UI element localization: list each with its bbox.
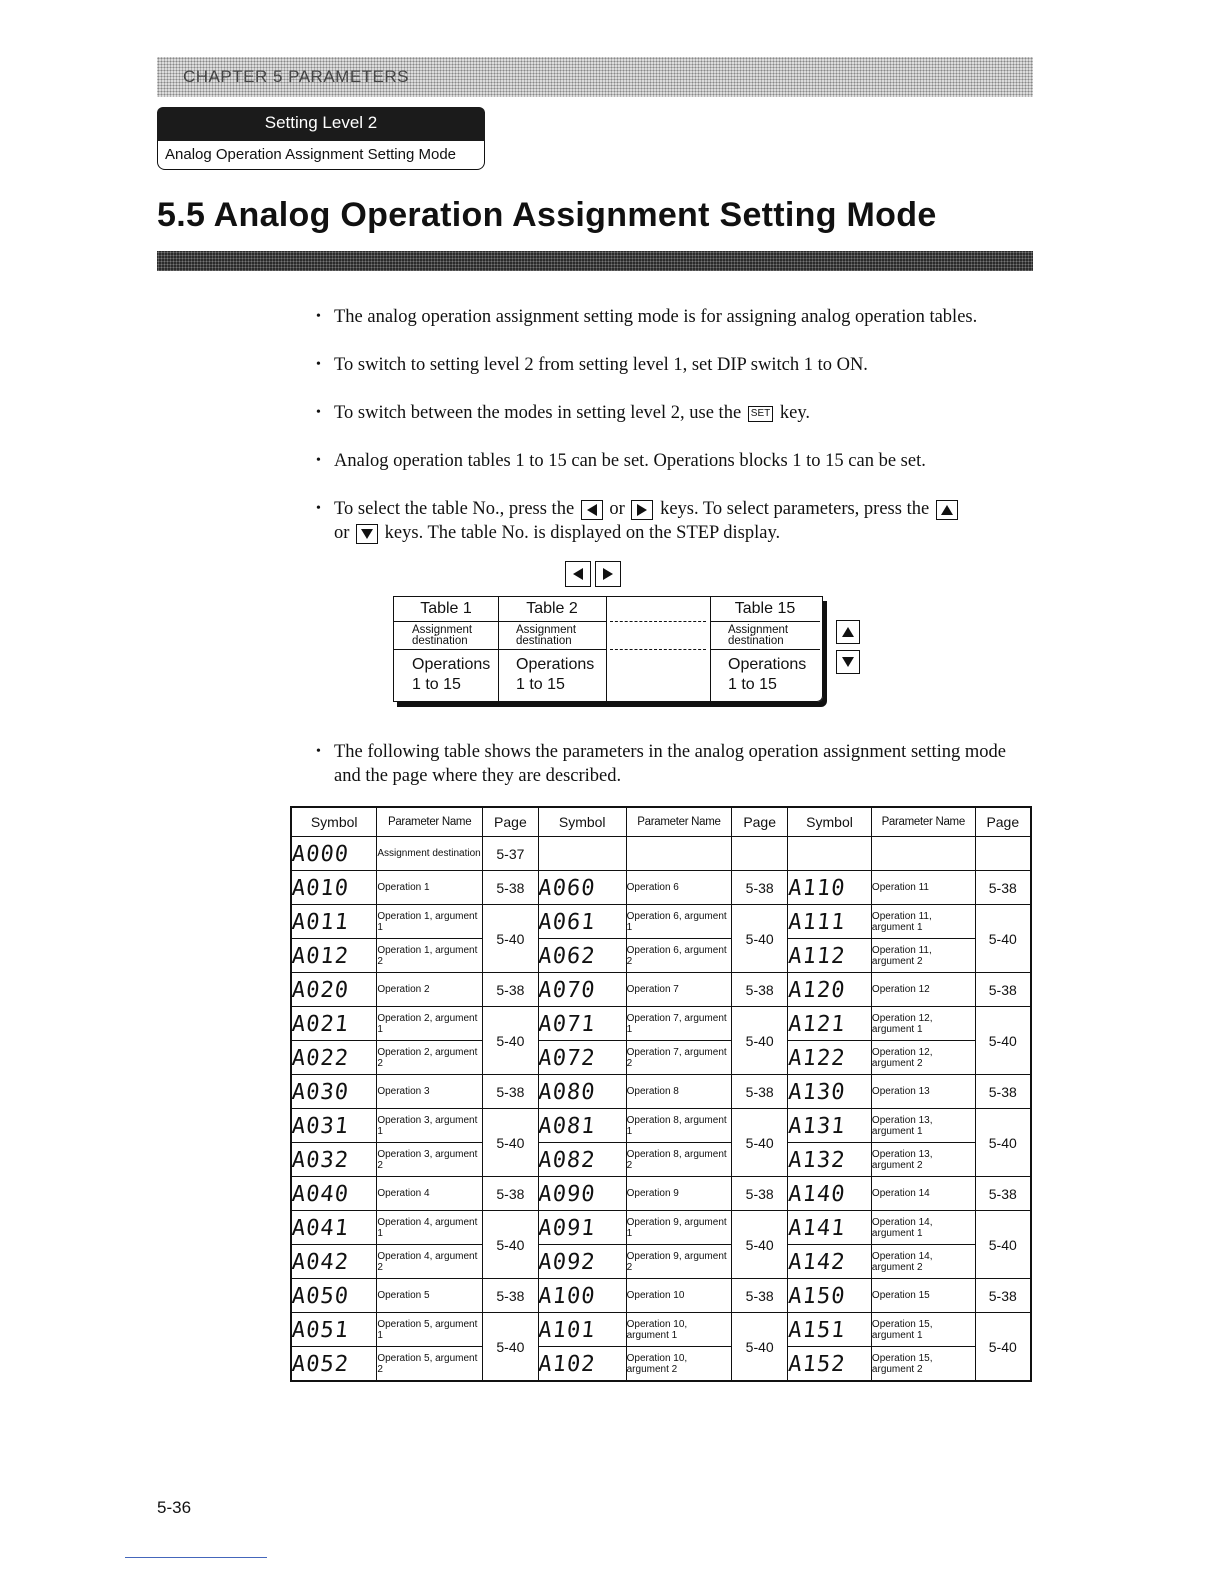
table-row [291,1313,1031,1347]
parameter-symbol: A101 [537,1313,628,1347]
section-title: 5.5 Analog Operation Assignment Setting Mode [157,196,937,234]
parameter-symbol: A021 [289,1007,378,1041]
parameter-name: Operation 2 [377,973,483,1007]
parameter-page: 5-38 [482,1279,538,1313]
header-symbol: Symbol [788,807,872,837]
parameter-symbol: A010 [289,871,378,905]
parameter-symbol: A032 [289,1143,378,1177]
diagram-ops [728,655,806,695]
up-key-icon [936,500,958,520]
parameter-page: 5-40 [482,1007,538,1075]
chapter-label: CHAPTER 5 PARAMETERS [183,67,410,86]
parameter-page: 5-38 [482,1075,538,1109]
parameter-symbol: A140 [786,1177,873,1211]
parameter-symbol: A080 [537,1075,628,1109]
diagram-assign-line2: destination [516,635,572,647]
bullet-6: • The following table shows the parameters in the analog operation assignment setting mode and the page where they are described. [316,740,1036,788]
parameter-symbol: A120 [786,973,873,1007]
parameter-page: 5-38 [732,1279,788,1313]
parameter-symbol: A051 [289,1313,378,1347]
table-row [291,1279,1031,1313]
parameter-symbol: A042 [289,1245,378,1279]
table-row [291,973,1031,1007]
parameter-symbol: A061 [537,905,628,939]
parameter-name: Operation 2, argument 1 [377,1007,483,1041]
table-row [291,1211,1031,1245]
chapter-header-bar [157,57,1033,97]
bullet-5-d: keys. The table No. is displayed on the STEP display. [384,523,781,543]
header-parameter-name: Parameter Name [871,807,975,837]
parameter-symbol: A041 [289,1211,378,1245]
parameter-name: Operation 13, argument 2 [871,1143,975,1177]
bullet-3 [316,401,1036,425]
diagram-assign [728,625,788,647]
table-row [291,837,1031,871]
diagram-rule [710,649,820,650]
parameter-page: 5-38 [975,1075,1031,1109]
parameter-name [626,837,732,871]
bullet-3-end: key. [779,403,810,423]
parameter-symbol: A062 [537,939,628,973]
parameter-name: Operation 3, argument 1 [377,1109,483,1143]
parameter-name: Operation 7 [626,973,732,1007]
header-parameter-name: Parameter Name [626,807,732,837]
parameter-name: Operation 14, argument 2 [871,1245,975,1279]
diagram-assign-line2: destination [412,635,468,647]
parameter-page: 5-38 [482,973,538,1007]
parameter-page: 5-40 [482,1211,538,1279]
parameter-name: Operation 15 [871,1279,975,1313]
parameter-name: Operation 11, argument 2 [871,939,975,973]
parameter-symbol: A071 [537,1007,628,1041]
parameter-name: Operation 5, argument 1 [377,1313,483,1347]
table-row [291,871,1031,905]
parameter-page: 5-38 [732,1075,788,1109]
header-parameter-name: Parameter Name [377,807,483,837]
bullet-1: • The analog operation assignment setting mode is for assigning analog operation tables. [316,305,1036,329]
parameter-symbol: A070 [537,973,628,1007]
parameter-page: 5-40 [732,1313,788,1382]
parameter-name: Operation 15, argument 2 [871,1347,975,1382]
parameter-name: Operation 12, argument 1 [871,1007,975,1041]
diagram-ops-line1: Operations [728,656,807,673]
parameter-symbol: A022 [289,1041,378,1075]
parameter-page: 5-40 [482,1109,538,1177]
parameter-name: Operation 5 [377,1279,483,1313]
parameter-name: Operation 9, argument 1 [626,1211,732,1245]
parameter-page: 5-38 [975,1177,1031,1211]
parameter-table [290,806,1032,1382]
parameter-name: Operation 6, argument 2 [626,939,732,973]
bullet-5-c: or [334,523,350,543]
parameter-symbol: A020 [289,973,378,1007]
parameter-name: Operation 15, argument 1 [871,1313,975,1347]
diagram-rule [710,621,820,622]
parameter-name: Operation 2, argument 2 [377,1041,483,1075]
parameter-page: 5-38 [732,1177,788,1211]
table-row [291,1041,1031,1075]
right-key-icon [595,561,621,587]
parameter-name: Operation 14 [871,1177,975,1211]
parameter-name: Operation 12, argument 2 [871,1041,975,1075]
page-number: 5-36 [157,1498,192,1517]
parameter-page: 5-40 [975,1109,1031,1177]
parameter-name: Operation 11, argument 1 [871,905,975,939]
bullet-5-or: or [609,499,625,519]
bullet-5-b: keys. To select parameters, press the [660,499,930,519]
parameter-page: 5-37 [482,837,538,871]
parameter-page: 5-40 [732,905,788,973]
parameter-page: 5-40 [482,905,538,973]
mode-label: Analog Operation Assignment Setting Mode [165,146,457,163]
parameter-symbol: A142 [786,1245,873,1279]
parameter-page: 5-40 [482,1313,538,1382]
parameter-name: Operation 11 [871,871,975,905]
left-key-icon [581,500,603,520]
parameter-symbol: A091 [537,1211,628,1245]
parameter-name: Operation 4 [377,1177,483,1211]
parameter-symbol: A150 [786,1279,873,1313]
parameter-name: Operation 10 [626,1279,732,1313]
table-row [291,905,1031,939]
parameter-name: Operation 1, argument 1 [377,905,483,939]
parameter-name: Operation 5, argument 2 [377,1347,483,1382]
parameter-name: Operation 4, argument 1 [377,1211,483,1245]
parameter-symbol: A152 [786,1347,873,1382]
parameter-page: 5-38 [732,973,788,1007]
parameter-symbol: A000 [289,837,378,871]
parameter-name: Operation 9, argument 2 [626,1245,732,1279]
header-symbol: Symbol [291,807,377,837]
parameter-symbol: A050 [289,1279,378,1313]
right-key-icon [631,500,653,520]
parameter-page: 5-38 [482,871,538,905]
down-key-icon [356,524,378,544]
bullet-5-a: To select the table No., press the [334,499,575,519]
parameter-page: 5-40 [732,1007,788,1075]
parameter-page: 5-40 [732,1211,788,1279]
parameter-symbol [786,837,873,871]
diagram-assign [516,625,576,647]
diagram-rule [394,649,606,650]
table-row [291,939,1031,973]
setting-level-label: Setting Level 2 [264,113,378,132]
footer-rule [125,1557,267,1558]
parameter-name: Operation 4, argument 2 [377,1245,483,1279]
diagram-assign-line1: Assignment [412,624,473,636]
parameter-symbol: A011 [289,905,378,939]
parameter-symbol: A012 [289,939,378,973]
table-row [291,1177,1031,1211]
parameter-symbol: A031 [289,1109,378,1143]
diagram-table-title: Table 2 [526,600,578,617]
parameter-symbol: A092 [537,1245,628,1279]
parameter-page [732,837,788,871]
diagram-rule [394,621,606,622]
parameter-symbol: A030 [289,1075,378,1109]
parameter-name: Operation 1 [377,871,483,905]
parameter-symbol: A131 [786,1109,873,1143]
parameter-name: Assignment destination [377,837,483,871]
bullet-4: • Analog operation tables 1 to 15 can be set. Operations blocks 1 to 15 can be set. [316,449,1036,473]
parameter-name: Operation 9 [626,1177,732,1211]
header-page: Page [975,807,1031,837]
diagram-assign [412,625,472,647]
parameter-page: 5-38 [732,871,788,905]
parameter-name: Operation 7, argument 1 [626,1007,732,1041]
left-key-icon [565,561,591,587]
table-row [291,1109,1031,1143]
parameter-name: Operation 8, argument 2 [626,1143,732,1177]
parameter-symbol: A060 [537,871,628,905]
diagram-ops-line1: Operations [412,656,491,673]
parameter-page: 5-40 [975,1313,1031,1382]
up-key-wrap [834,620,862,644]
parameter-symbol: A122 [786,1041,873,1075]
bullet-2: • To switch to setting level 2 from setting level 1, set DIP switch 1 to ON. [316,353,1036,377]
parameter-symbol: A111 [786,905,873,939]
parameter-page: 5-40 [975,905,1031,973]
table-select-keys [563,561,623,587]
diagram-ops [516,655,594,695]
parameter-name: Operation 10, argument 1 [626,1313,732,1347]
table-row [291,1075,1031,1109]
table-header-row [291,807,1031,837]
down-key-icon [836,650,860,674]
diagram-dash [610,621,706,622]
parameter-symbol: A121 [786,1007,873,1041]
parameter-name: Operation 12 [871,973,975,1007]
parameter-page: 5-38 [975,1279,1031,1313]
parameter-name: Operation 6, argument 1 [626,905,732,939]
parameter-name: Operation 7, argument 2 [626,1041,732,1075]
setting-level-tab [157,107,485,141]
bullet-list [316,305,1036,545]
table-row [291,1007,1031,1041]
parameter-page: 5-38 [975,973,1031,1007]
diagram-ops [412,655,490,695]
diagram-assign-line1: Assignment [728,624,789,636]
parameter-name: Operation 10, argument 2 [626,1347,732,1382]
diagram-assign-line2: destination [728,635,784,647]
parameter-name: Operation 13 [871,1075,975,1109]
diagram-ops-line1: Operations [516,656,595,673]
parameter-page [975,837,1031,871]
parameter-symbol: A151 [786,1313,873,1347]
parameter-name: Operation 3 [377,1075,483,1109]
parameter-symbol: A090 [537,1177,628,1211]
parameter-symbol: A141 [786,1211,873,1245]
parameter-name [871,837,975,871]
parameter-symbol: A100 [537,1279,628,1313]
diagram-ops-line2: 1 to 15 [516,676,565,693]
parameter-name: Operation 8 [626,1075,732,1109]
header-symbol: Symbol [538,807,626,837]
parameter-name: Operation 14, argument 1 [871,1211,975,1245]
parameter-symbol: A082 [537,1143,628,1177]
parameter-symbol [537,837,628,871]
header-page: Page [482,807,538,837]
diagram-table-title: Table 15 [734,600,796,617]
set-key-icon: SET [748,406,773,422]
parameter-symbol: A081 [537,1109,628,1143]
parameter-symbol: A072 [537,1041,628,1075]
parameter-page: 5-40 [732,1109,788,1177]
diagram-assign-line1: Assignment [516,624,577,636]
down-key-wrap [834,650,862,674]
parameter-symbol: A102 [536,1347,627,1382]
parameter-name: Operation 8, argument 1 [626,1109,732,1143]
parameter-symbol: A130 [786,1075,873,1109]
parameter-page: 5-38 [482,1177,538,1211]
parameter-symbol: A052 [289,1347,378,1382]
header-page: Page [732,807,788,837]
bullet-5 [316,497,1036,545]
table-row [291,1347,1031,1382]
parameter-symbol: A040 [289,1177,378,1211]
table-diagram [393,596,823,702]
parameter-page: 5-38 [975,871,1031,905]
mode-tab [157,141,485,170]
parameter-symbol: A110 [786,871,873,905]
parameter-page: 5-40 [975,1211,1031,1279]
parameter-name: Operation 13, argument 1 [871,1109,975,1143]
parameter-symbol: A132 [786,1143,873,1177]
table-row [291,1245,1031,1279]
up-key-icon [836,620,860,644]
diagram-ops-line2: 1 to 15 [412,676,461,693]
diagram-ops-line2: 1 to 15 [728,676,777,693]
diagram-dash [610,649,706,650]
diagram-table-title: Table 1 [420,600,472,617]
bullet-3-text: To switch between the modes in setting level 2, use the [334,403,742,423]
title-rule [157,251,1033,271]
table-row [291,1143,1031,1177]
parameter-page: 5-40 [975,1007,1031,1075]
parameter-name: Operation 1, argument 2 [377,939,483,973]
bullet-list-2 [316,740,1036,812]
parameter-name: Operation 6 [626,871,732,905]
parameter-symbol: A112 [786,939,873,973]
parameter-name: Operation 3, argument 2 [377,1143,483,1177]
